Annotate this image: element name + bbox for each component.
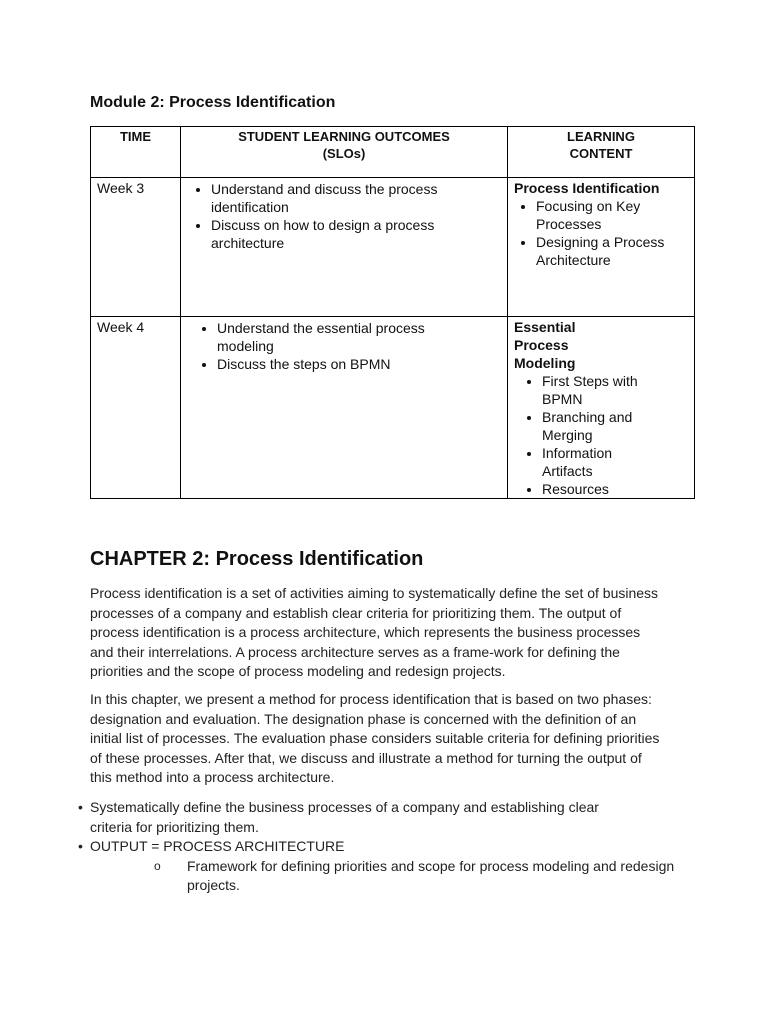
list-item	[78, 798, 678, 837]
header-content-line2: CONTENT	[569, 146, 633, 161]
week-cell	[91, 317, 181, 499]
list-item: • Branching and Merging	[542, 408, 650, 444]
table-header-row	[91, 127, 695, 178]
header-slo	[181, 127, 508, 178]
content-cell	[508, 178, 695, 317]
list-item	[90, 857, 678, 896]
week-label: Week 4	[97, 319, 145, 335]
list-item: • Understand the essential process modeling	[217, 319, 497, 355]
list-item: • Discuss the steps on BPMN	[217, 355, 497, 373]
list-item: • Designing a Process Architecture	[536, 233, 690, 269]
table-row	[91, 317, 695, 499]
list-item: • Understand and discuss the process identification	[211, 180, 497, 216]
circle-bullet-icon: o	[154, 858, 161, 873]
slo-list	[181, 178, 507, 252]
sub-bullet-text: Framework for defining priorities and scope for process modeling and redesign projects.	[187, 857, 675, 893]
list-item: • Discuss on how to design a process architecture	[211, 216, 497, 252]
content-list	[514, 197, 690, 269]
slo-list	[181, 317, 507, 373]
week-cell	[91, 178, 181, 317]
header-time-label: TIME	[119, 129, 152, 144]
intro-paragraph: Process identification is a set of activities aiming to systematically define the set of business processes of a company and establish clear criteria for prioritizing them. The output of process identification is a process architecture, which represents the business processes and their interrelations. A process architecture serves as a frame-work for defining the priorities and the scope of process modeling and redesign projects.	[90, 585, 659, 679]
list-item: • First Steps with BPMN	[542, 372, 650, 408]
summary-bullets	[78, 798, 678, 896]
content-heading: Essential Process Modeling	[514, 319, 576, 371]
content-cell	[508, 317, 695, 499]
slo-cell	[181, 317, 508, 499]
list-item: • Resources	[542, 480, 650, 498]
header-content	[508, 127, 695, 178]
week-label: Week 3	[97, 180, 145, 196]
module-schedule-table	[90, 126, 695, 499]
chapter-title: CHAPTER 2: Process Identification	[90, 548, 424, 570]
slo-cell	[181, 178, 508, 317]
content-heading: Process Identification	[514, 180, 660, 196]
module-title: Module 2: Process Identification	[90, 94, 336, 111]
header-slo-line2: (SLOs)	[322, 146, 366, 161]
bullet-text: • Systematically define the business processes of a company and establishing clear criteria for prioritizing them.	[90, 799, 599, 835]
sub-bullets	[90, 857, 678, 896]
header-slo-line1: STUDENT LEARNING OUTCOMES	[238, 129, 450, 144]
header-content-line1: LEARNING	[567, 129, 635, 144]
header-time	[91, 127, 181, 178]
bullet-text: OUTPUT = PROCESS ARCHITECTURE	[90, 838, 345, 854]
table-row	[91, 178, 695, 317]
content-list	[514, 372, 690, 498]
method-paragraph: In this chapter, we present a method for process identification that is based on two phases: designation and evaluation. The designation phase is concerned with the definition of an initial list of processes. The evaluation phase considers suitable criteria for defining priorities of these processes. After that, we discuss and illustrate a method for turning the output of this method into a process architecture.	[90, 691, 660, 785]
list-item	[78, 837, 678, 896]
list-item: • Focusing on Key Processes	[536, 197, 690, 233]
list-item: • Information Artifacts	[542, 444, 650, 480]
